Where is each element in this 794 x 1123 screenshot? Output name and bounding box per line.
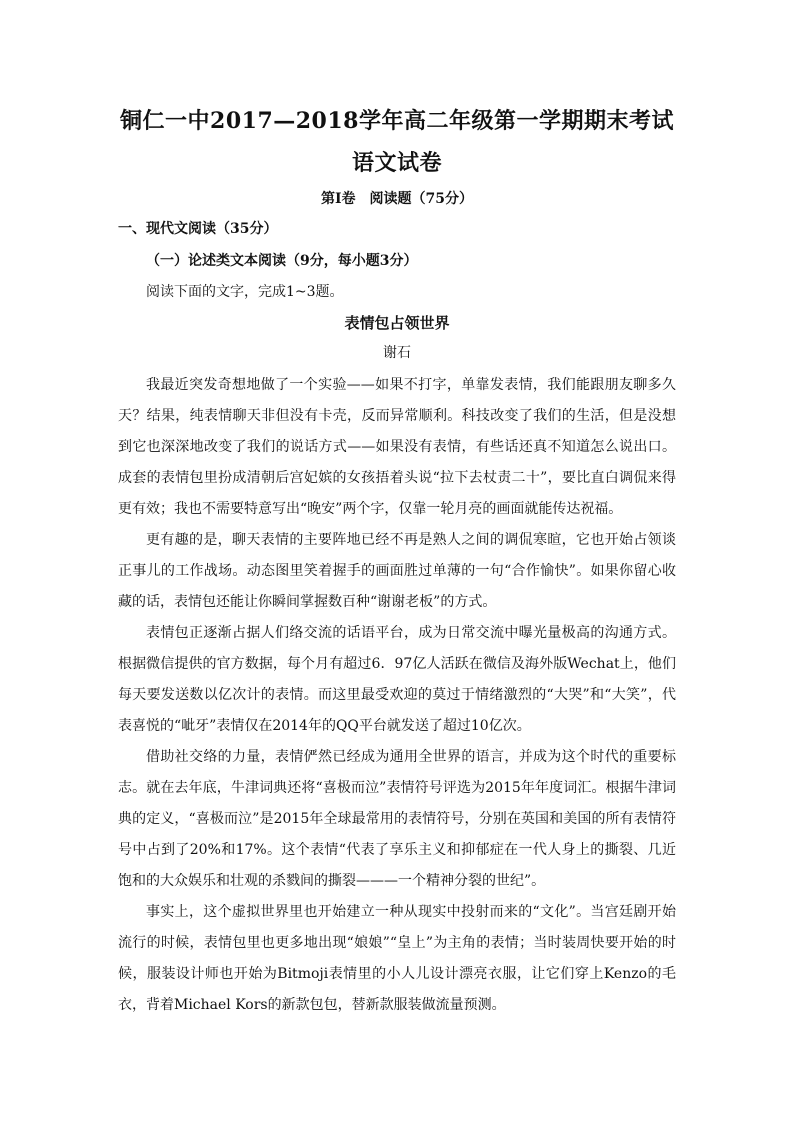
section-heading: 一、现代文阅读（35分） — [118, 221, 278, 237]
subsection-heading: （一）论述类文本阅读（9分，每小题3分） — [146, 253, 418, 269]
paragraph-2: 更有趣的是，聊天表情的主要阵地已经不再是熟人之间的调侃寒暄，它也开始占领谈正事儿的工作战场。动态图里笑着握手的画面胜过单薄的一句“合作愉快”。如果你留心收藏的话，表情包还能让你瞬间掌握数百种“谢谢老板”的方式。 — [118, 532, 676, 610]
exam-subtitle: 语文试卷 — [351, 150, 442, 176]
paragraph-4: 借助社交络的力量，表情俨然已经成为通用全世界的语言，并成为这个时代的重要标志。就在去年底，牛津词典还将“喜极而泣”表情符号评选为2015年年度词汇。根据牛津词典的定义，“喜极而泣”是2015年全球最常用的表情符号，分别在英国和美国的所有表情符号中占到了20%和17%。这个表情“代表了享乐主义和抑郁症在一代人身上的撕裂、几近饱和的大众娱乐和壮观的杀戮间的撕裂———一个精神分裂的世纪”。 — [118, 749, 676, 889]
article-title: 表情包占领世界 — [344, 314, 450, 332]
article-author: 谢石 — [383, 345, 411, 361]
instruction-text: 阅读下面的文字，完成1~3题。 — [146, 284, 344, 300]
paragraph-1: 我最近突发奇想地做了一个实验——如果不打字，单靠发表情，我们能跟朋友聊多久天？结果，纯表情聊天非但没有卡壳，反而异常顺利。科技改变了我们的生活，但是没想到它也深深地改变了我们的说话方式——如果没有表情，有些话还真不知道怎么说出口。成套的表情包里扮成清朝后宫妃嫔的女孩捂着头说“拉下去杖责二十”，要比直白调侃来得更有效；我也不需要特意写出“晚安”两个字，仅靠一轮月亮的画面就能传达祝福。 — [118, 377, 676, 517]
paragraph-5: 事实上，这个虚拟世界里也开始建立一种从现实中投射而来的“文化”。当宫廷剧开始流行的时候，表情包里也更多地出现“娘娘”“皇上”为主角的表情；当时装周快要开始的时候，服装设计师也开始为Bitmoji表情里的小人儿设计漂亮衣服，让它们穿上Kenzo的毛衣，背着Michael Kors的新款包包，替新款服装做流量预测。 — [118, 904, 676, 1013]
article-body — [118, 370, 676, 1021]
volume-heading: 第I卷 阅读题（75分） — [320, 191, 474, 207]
paragraph-3: 表情包正逐渐占据人们络交流的话语平台，成为日常交流中曝光量极高的沟通方式。根据微信提供的官方数据，每个月有超过6．97亿人活跃在微信及海外版Wechat上，他们每天要发送数以亿次计的表情。而这里最受欢迎的莫过于情绪激烈的“大哭”和“大笑”，代表喜悦的“呲牙”表情仅在2014年的QQ平台就发送了超过10亿次。 — [118, 625, 676, 734]
exam-title: 铜仁一中2017—2018学年高二年级第一学期期末考试 — [120, 108, 674, 134]
